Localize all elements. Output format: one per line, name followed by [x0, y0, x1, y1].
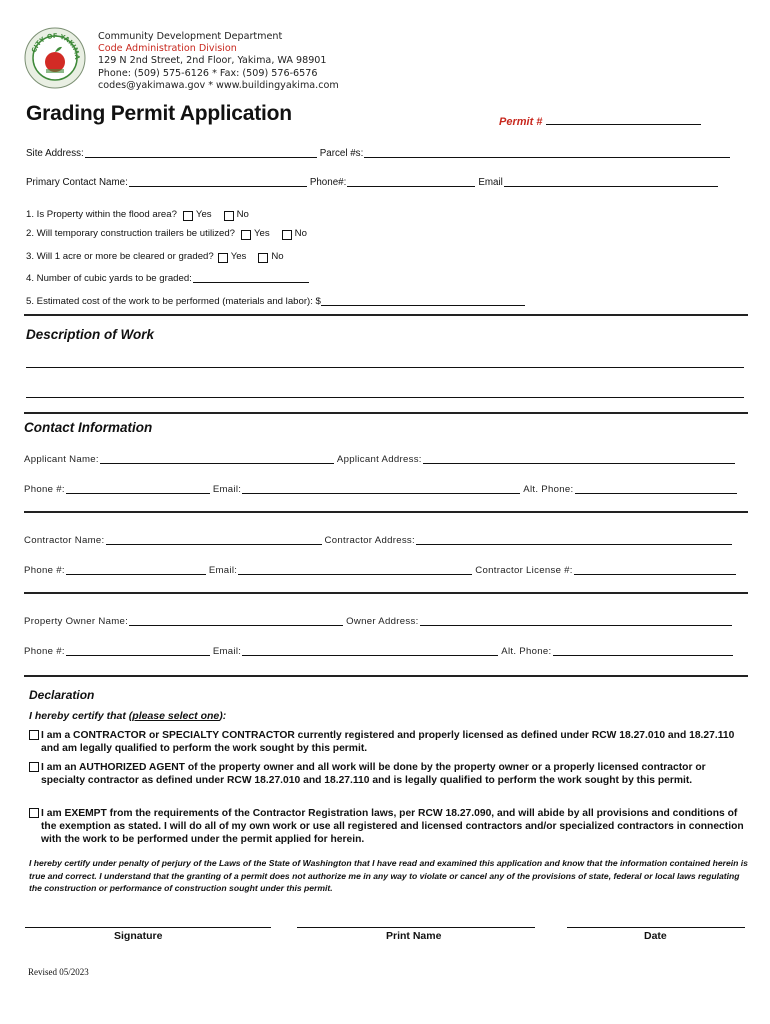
- no-label: No: [236, 209, 249, 220]
- contractor-license-field[interactable]: [574, 565, 736, 575]
- email-field[interactable]: [504, 177, 718, 187]
- estimated-cost-field[interactable]: [321, 296, 525, 306]
- no-label: No: [271, 251, 284, 262]
- yes-label: Yes: [195, 209, 212, 220]
- revision-date: Revised 05/2023: [28, 967, 89, 977]
- contractor-address-field[interactable]: [416, 535, 732, 545]
- print-name-label: Print Name: [386, 930, 442, 942]
- email-label: Email:: [212, 646, 242, 657]
- no-checkbox[interactable]: [224, 211, 234, 221]
- exempt-checkbox[interactable]: [29, 808, 39, 818]
- phone-label: Phone #:: [24, 484, 65, 495]
- yes-checkbox[interactable]: [218, 253, 228, 263]
- email-label: Email:: [208, 565, 238, 576]
- site-address-row: [26, 148, 733, 159]
- option-text: I am an AUTHORIZED AGENT of the property owner and all work will be done by the property owner or a properly licensed contractor or specialty contractor as defined under RCW 18.27.010 and 18.27.110 and is legally qualified to perform the work sought by this permit.: [41, 762, 706, 786]
- date-line[interactable]: [567, 927, 745, 928]
- contractor-row: [24, 535, 735, 546]
- primary-contact-label: Primary Contact Name:: [26, 177, 128, 188]
- no-label: No: [294, 228, 307, 239]
- applicant-address-label: Applicant Address:: [336, 454, 422, 465]
- question-trailers: [26, 228, 307, 239]
- parcel-field[interactable]: [364, 148, 730, 158]
- owner-address-label: Owner Address:: [346, 616, 419, 627]
- certify-prefix: I hereby certify that (: [29, 710, 133, 722]
- applicant-name-field[interactable]: [100, 454, 334, 464]
- yes-label: Yes: [230, 251, 247, 262]
- phone-field[interactable]: [347, 177, 475, 187]
- no-checkbox[interactable]: [282, 230, 292, 240]
- description-line-1[interactable]: [26, 367, 744, 368]
- question-text: 3. Will 1 acre or more be cleared or graded?: [26, 251, 214, 262]
- contractor-license-label: Contractor License #:: [475, 565, 573, 576]
- alt-phone-label: Alt. Phone:: [523, 484, 574, 495]
- owner-phone-field[interactable]: [66, 646, 210, 656]
- date-label: Date: [644, 930, 667, 942]
- description-heading: Description of Work: [26, 327, 155, 342]
- applicant-phone-field[interactable]: [66, 484, 210, 494]
- declaration-option-contractor: [29, 729, 749, 757]
- owner-name-label: Property Owner Name:: [24, 616, 129, 627]
- phone-label: Phone#:: [309, 177, 347, 188]
- contractor-phone-field[interactable]: [66, 565, 206, 575]
- department-name: Community Development Department: [98, 31, 283, 42]
- owner-alt-phone-field[interactable]: [553, 646, 733, 656]
- section-divider: [24, 314, 748, 316]
- cubic-yards-field[interactable]: [193, 273, 309, 283]
- contractor-address-label: Contractor Address:: [324, 535, 415, 546]
- owner-address-field[interactable]: [420, 616, 732, 626]
- applicant-row: [24, 454, 738, 465]
- permit-label: Permit #: [499, 116, 543, 128]
- agent-checkbox[interactable]: [29, 762, 39, 772]
- alt-phone-label: Alt. Phone:: [501, 646, 552, 657]
- question-acreage: [26, 251, 284, 262]
- applicant-phone-row: [24, 484, 740, 495]
- contact-divider: [24, 675, 748, 677]
- primary-contact-field[interactable]: [129, 177, 307, 187]
- applicant-email-field[interactable]: [242, 484, 520, 494]
- site-address-field[interactable]: [85, 148, 317, 158]
- description-line-2[interactable]: [26, 397, 744, 398]
- applicant-alt-phone-field[interactable]: [575, 484, 737, 494]
- print-name-line[interactable]: [297, 927, 535, 928]
- perjury-certification: I hereby certify under penalty of perjury of the Laws of the State of Washington that I have read and examined this application and know that the information contained herein is true and correct. I understand that the granting of a permit does not authorize me in any way to violate or cancel any of the provisions of state, federal or local laws regulating the construction or performance of construction sought under this permit.: [29, 858, 748, 894]
- contractor-name-label: Contractor Name:: [24, 535, 105, 546]
- phone-fax: Phone: (509) 575-6126 * Fax: (509) 576-6576: [98, 67, 318, 79]
- question-text: 2. Will temporary construction trailers be utilized?: [26, 228, 236, 239]
- permit-number-field[interactable]: [546, 114, 701, 125]
- applicant-address-field[interactable]: [423, 454, 735, 464]
- question-flood-area: [26, 209, 249, 220]
- contact-divider: [24, 592, 748, 594]
- question-text: 4. Number of cubic yards to be graded:: [26, 273, 192, 284]
- signature-line[interactable]: [25, 927, 271, 928]
- question-estimated-cost: [26, 296, 528, 307]
- owner-email-field[interactable]: [242, 646, 498, 656]
- section-divider: [24, 412, 748, 414]
- declaration-option-exempt: [29, 807, 749, 847]
- contact-divider: [24, 511, 748, 513]
- option-text: I am a CONTRACTOR or SPECIALTY CONTRACTOR currently registered and properly licensed as defined under RCW 18.27.010 and 18.27.110 and am legally qualified to perform the work sought by this permit.: [41, 730, 735, 754]
- city-seal-logo: [24, 27, 86, 89]
- question-text: 5. Estimated cost of the work to be performed (materials and labor): $: [26, 296, 321, 307]
- yes-checkbox[interactable]: [241, 230, 251, 240]
- permit-number: [499, 114, 701, 128]
- declaration-heading: Declaration: [29, 688, 95, 702]
- certify-select-prompt: [29, 710, 226, 722]
- email-label: Email:: [212, 484, 242, 495]
- contractor-checkbox[interactable]: [29, 730, 39, 740]
- contractor-name-field[interactable]: [106, 535, 322, 545]
- email-web: codes@yakimawa.gov * www.buildingyakima.com: [98, 79, 339, 91]
- owner-name-field[interactable]: [129, 616, 343, 626]
- signature-label: Signature: [114, 930, 163, 942]
- contractor-phone-row: [24, 565, 739, 576]
- office-address: 129 N 2nd Street, 2nd Floor, Yakima, WA 98901: [98, 55, 327, 67]
- department-header: [98, 31, 339, 92]
- phone-label: Phone #:: [24, 646, 65, 657]
- division-name: Code Administration Division: [98, 43, 237, 55]
- question-cubic-yards: [26, 273, 312, 284]
- certify-select-text: please select one: [132, 710, 220, 722]
- owner-phone-row: [24, 646, 736, 657]
- svg-text:CITY OF YAKIMA: CITY OF YAKIMA: [29, 31, 82, 60]
- contractor-email-field[interactable]: [238, 565, 472, 575]
- contact-heading: Contact Information: [24, 420, 153, 435]
- primary-contact-row: [26, 177, 721, 188]
- owner-row: [24, 616, 735, 627]
- email-label: Email: [478, 177, 503, 188]
- declaration-option-agent: [29, 761, 749, 801]
- phone-label: Phone #:: [24, 565, 65, 576]
- yes-checkbox[interactable]: [183, 211, 193, 221]
- parcel-label: Parcel #s:: [319, 148, 364, 159]
- yes-label: Yes: [254, 228, 270, 239]
- option-text: I am EXEMPT from the requirements of the Contractor Registration laws, per RCW 18.27.090, and will abide by all provisions and conditions of the exemption as stated. I will do all of my own work or use all registered and licensed contractors and/or specialized contractors in connection with the work to be performed under the permit applied for herein.: [41, 808, 744, 845]
- certify-suffix: ):: [219, 710, 227, 722]
- question-text: 1. Is Property within the flood area?: [26, 209, 177, 220]
- site-address-label: Site Address:: [26, 148, 84, 159]
- no-checkbox[interactable]: [258, 253, 268, 263]
- form-title: Grading Permit Application: [26, 102, 292, 125]
- applicant-name-label: Applicant Name:: [24, 454, 99, 465]
